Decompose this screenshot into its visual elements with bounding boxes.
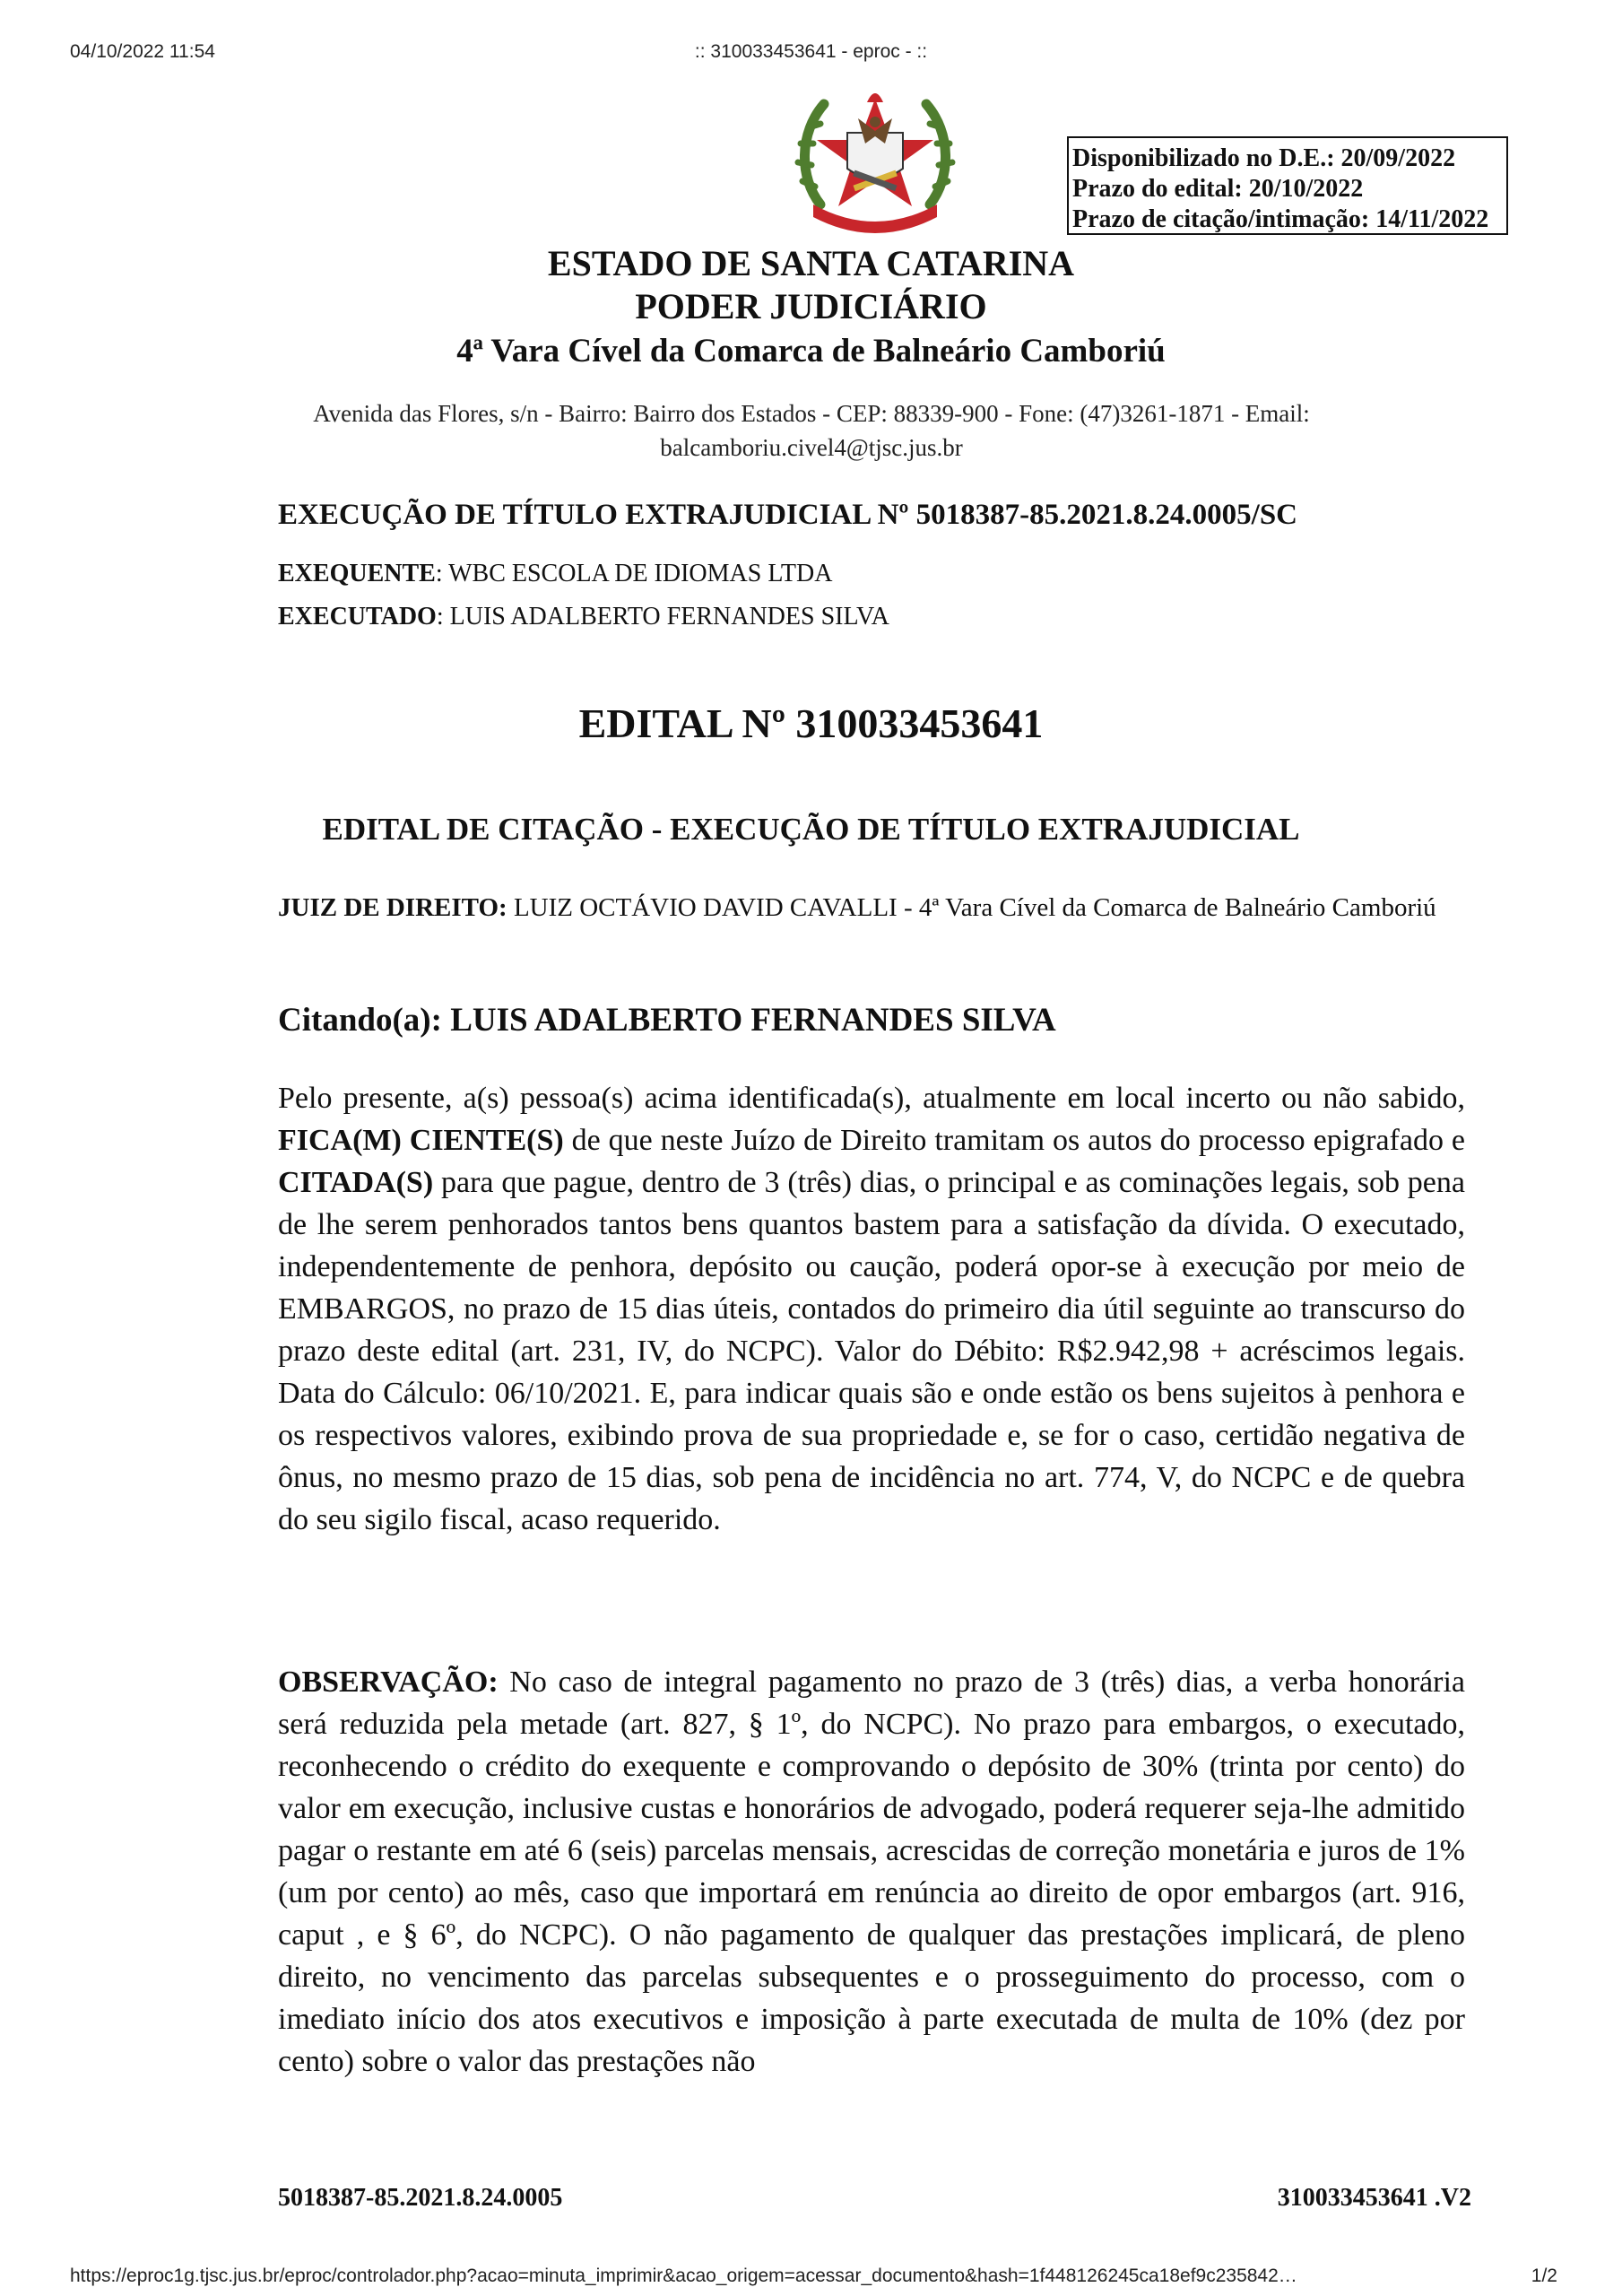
exequente-line	[278, 560, 832, 588]
footer-process-number: 5018387-85.2021.8.24.0005	[278, 2184, 563, 2212]
para1-bold-citada: CITADA(S)	[278, 1166, 434, 1199]
executado-label: EXECUTADO	[278, 603, 437, 631]
judge-label: JUIZ DE DIREITO:	[278, 893, 507, 922]
print-page-number: 1/2	[1531, 2266, 1557, 2286]
edital-title: EDITAL Nº 310033453641	[578, 700, 1044, 746]
citation-deadline: Prazo de citação/intimação: 14/11/2022	[1072, 205, 1489, 233]
para1-bold-ciente: FICA(M) CIENTE(S)	[278, 1124, 564, 1157]
court-address	[296, 396, 1327, 465]
footer-document-version: 310033453641 .V2	[1277, 2184, 1471, 2212]
observation-label: OBSERVAÇÃO:	[278, 1665, 499, 1699]
publication-dates-box	[1067, 136, 1508, 235]
exequente-value: : WBC ESCOLA DE IDIOMAS LTDA	[435, 560, 833, 587]
print-url: https://eproc1g.tjsc.jus.br/eproc/controlador.php?acao=minuta_imprimir&acao_origem=acessar_documento&hash=1f448126245ca18ef9c235842…	[70, 2266, 1297, 2286]
court-name: 4ª Vara Cível da Comarca de Balneário Camboriú	[456, 333, 1166, 370]
publication-date: Disponibilizado no D.E.: 20/09/2022	[1072, 144, 1456, 172]
executado-line	[278, 603, 889, 631]
executado-value: : LUIS ADALBERTO FERNANDES SILVA	[436, 603, 889, 631]
process-title: EXECUÇÃO DE TÍTULO EXTRAJUDICIAL Nº 5018387-85.2021.8.24.0005/SC	[278, 499, 1298, 531]
address-line: Avenida das Flores, s/n - Bairro: Bairro dos Estados - CEP: 88339-900 - Fone: (47)3261-1871 - Email:	[313, 400, 1310, 427]
print-page-title: :: 310033453641 - eproc - ::	[694, 41, 928, 62]
citation-paragraph	[278, 1077, 1465, 1541]
judge-line	[278, 891, 1465, 926]
observation-text: No caso de integral pagamento no prazo de 3 (três) dias, a verba honorária será reduzida pela metade (art. 827, § 1º, do NCPC). No prazo para embargos, o executado, reconhecendo o crédito do exequente e comprovando o depósito de 30% (trinta por cento) do valor em execução, inclusive custas e honorários de advogado, poderá requerer seja-lhe admitido pagar o restante em até 6 (seis) parcelas mensais, acrescidas de correção monetária e juros de 1% (um por cento) ao mês, caso que importará em renúncia ao direito de opor embargos (art. 916, caput , e § 6º, do NCPC). O não pagamento de qualquer das prestações implicará, de pleno direito, no vencimento das parcelas subsequentes e o prosseguimento do processo, com o imediato início dos atos executivos e imposição à parte executada de multa de 10% (dez por cento) sobre o valor das prestações não	[278, 1665, 1465, 2078]
edital-deadline: Prazo do edital: 20/10/2022	[1072, 175, 1364, 203]
address-email: balcamboriu.civel4@tjsc.jus.br	[660, 434, 963, 461]
state-name: ESTADO DE SANTA CATARINA	[547, 243, 1075, 283]
para1-text-c: para que pague, dentro de 3 (três) dias, o principal e as cominações legais, sob pena de lhe serem penhorados tantos bens quantos bastem para a satisfação da dívida. O executado, independentemente de penhora, depósito ou caução, poderá opor-se à execução por meio de EMBARGOS, no prazo de 15 dias úteis, contados do primeiro dia útil seguinte ao transcurso do prazo deste edital (art. 231, IV, do NCPC). Valor do Débito: R$2.942,98 + acréscimos legais. Data do Cálculo: 06/10/2021. E, para indicar quais são e onde estão os bens sujeitos à penhora e os respectivos valores, exibindo prova de sua propriedade e, se for o caso, certidão negativa de ônus, no mesmo prazo de 15 dias, sob pena de incidência no art. 774, V, do NCPC e de quebra do seu sigilo fiscal, acaso requerido.	[278, 1166, 1465, 1536]
exequente-label: EXEQUENTE	[278, 560, 436, 587]
judge-value: LUIZ OCTÁVIO DAVID CAVALLI - 4ª Vara Cível da Comarca de Balneário Camboriú	[507, 893, 1436, 922]
edital-subtitle: EDITAL DE CITAÇÃO - EXECUÇÃO DE TÍTULO EXTRAJUDICIAL	[322, 812, 1300, 847]
para1-text-a: Pelo presente, a(s) pessoa(s) acima identificada(s), atualmente em local incerto ou não sabido,	[278, 1082, 1465, 1115]
observation-paragraph	[278, 1661, 1465, 2083]
judiciary-branch: PODER JUDICIÁRIO	[635, 286, 987, 326]
citando-line: Citando(a): LUIS ADALBERTO FERNANDES SILVA	[278, 1002, 1056, 1039]
para1-text-b: de que neste Juízo de Direito tramitam os autos do processo epigrafado e	[563, 1124, 1465, 1157]
santa-catarina-coat-of-arms-icon	[794, 79, 957, 236]
print-datetime: 04/10/2022 11:54	[70, 41, 215, 62]
